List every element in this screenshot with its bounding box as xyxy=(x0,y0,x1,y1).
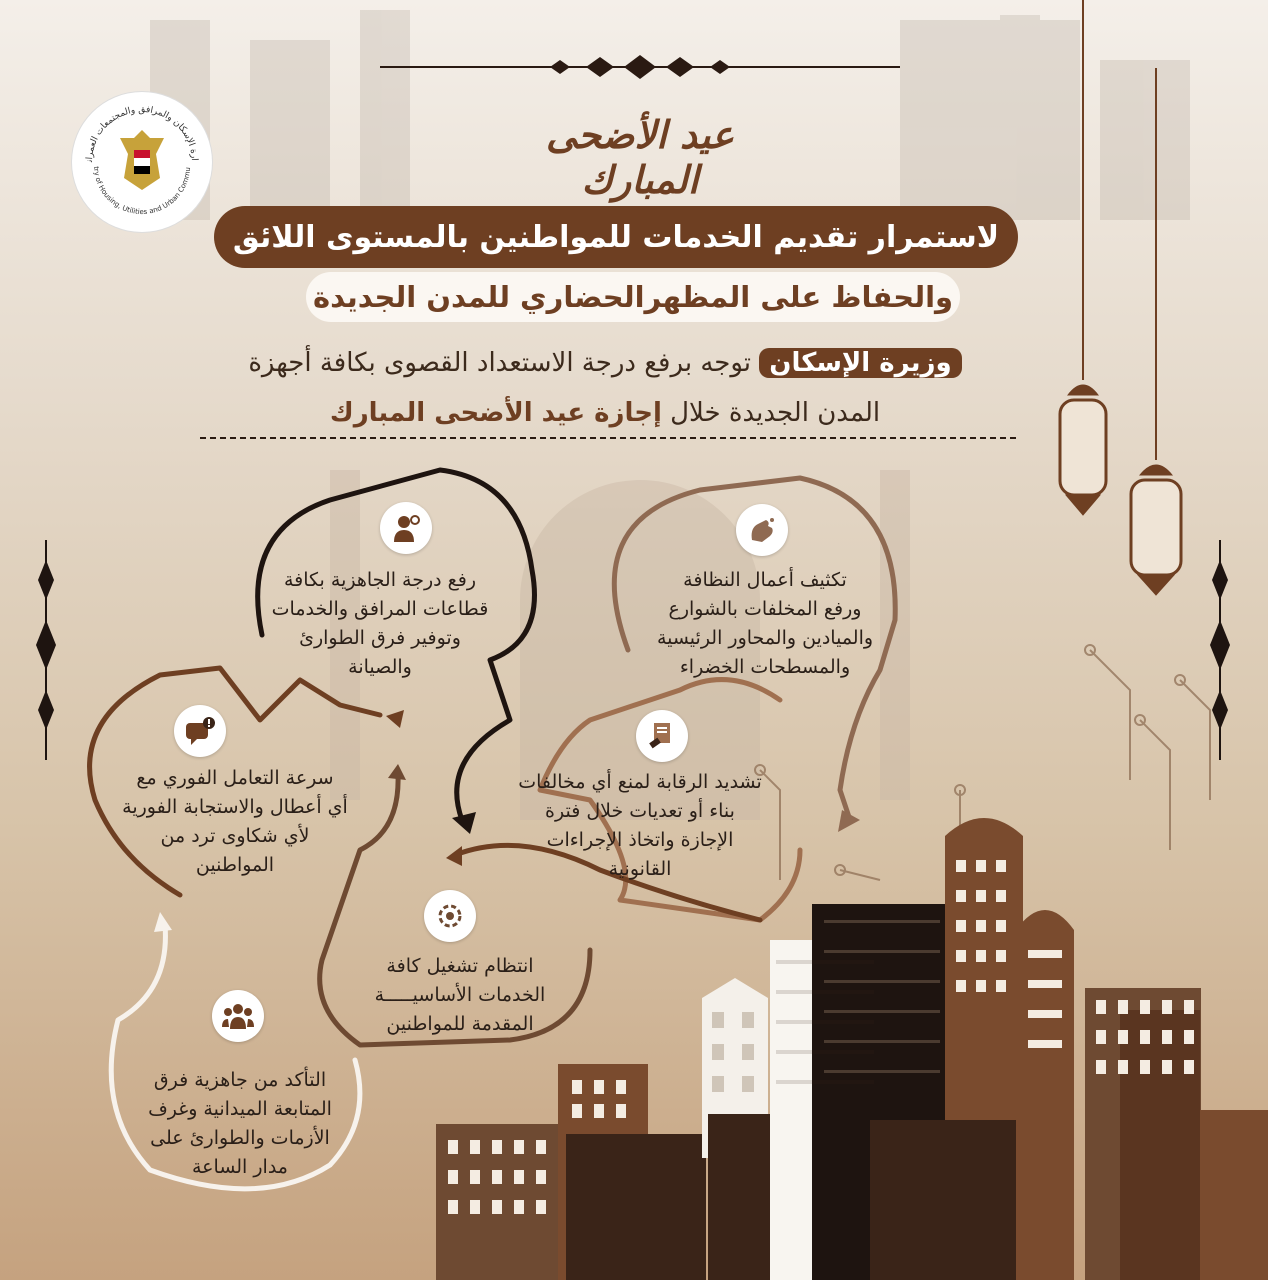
cleaning-hands-icon xyxy=(736,504,788,556)
card-response: سرعة التعامل الفوري مع أي أعطال والاستجابة الفورية لأي شكاوى ترد من المواطنين xyxy=(122,767,348,876)
eid-greeting: عيد الأضحى المبارك xyxy=(545,112,734,202)
card-monitoring: تشديد الرقابة لمنع أي مخالفات بناء أو تعديات خلال فترة الإجازة واتخاذ الإجراءات القانونية xyxy=(518,771,762,880)
intro-highlight: إجازة عيد الأضحى المبارك xyxy=(329,398,662,428)
card-readiness: رفع درجة الجاهزية بكافة قطاعات المرافق والخدمات وتوفير فرق الطوارئ والصيانة xyxy=(271,569,489,678)
card-services: انتظام تشغيل كافة الخدمات الأساسيـــــة المقدمة للمواطنين xyxy=(374,955,546,1035)
headline-line2: والحفاظ على المظهرالحضاري للمدن الجديدة xyxy=(306,272,960,322)
ministry-logo xyxy=(72,92,212,232)
card-cleaning: تكثيف أعمال النظافة ورفع المخلفات بالشوارع والميادين والمحاور الرئيسية والمسطحات الخضراء xyxy=(656,569,874,678)
worker-gear-icon xyxy=(380,502,432,554)
team-group-icon xyxy=(212,990,264,1042)
gear-cycle-icon xyxy=(424,890,476,942)
city-buildings xyxy=(436,818,1268,1280)
intro-part1: توجه برفع درجة الاستعداد القصوى بكافة أجهزة xyxy=(248,348,752,378)
logo-ring-ar: ارة الإسكان والمرافق والمجتمعات العمران xyxy=(84,105,199,163)
side-ornament-left xyxy=(36,540,56,760)
headline-line1: لاستمرار تقديم الخدمات للمواطنين بالمستوى اللائق xyxy=(214,206,1018,268)
ministry-badge: وزيرة الإسكان xyxy=(759,348,961,378)
alert-chat-icon xyxy=(174,705,226,757)
eagle-emblem-icon xyxy=(120,130,164,190)
intro-part2: المدن الجديدة خلال xyxy=(670,398,881,428)
intro-paragraph xyxy=(190,338,1020,438)
side-ornament-right xyxy=(1210,540,1230,760)
top-ornament xyxy=(380,55,900,79)
logo-ring-en: try of Housing, Utilities and Urban Commu xyxy=(91,166,193,217)
legal-gavel-icon xyxy=(636,710,688,762)
card-teams: التأكد من جاهزية فرق المتابعة الميدانية وغرف الأزمات والطوارئ على مدار الساعة xyxy=(148,1069,332,1178)
